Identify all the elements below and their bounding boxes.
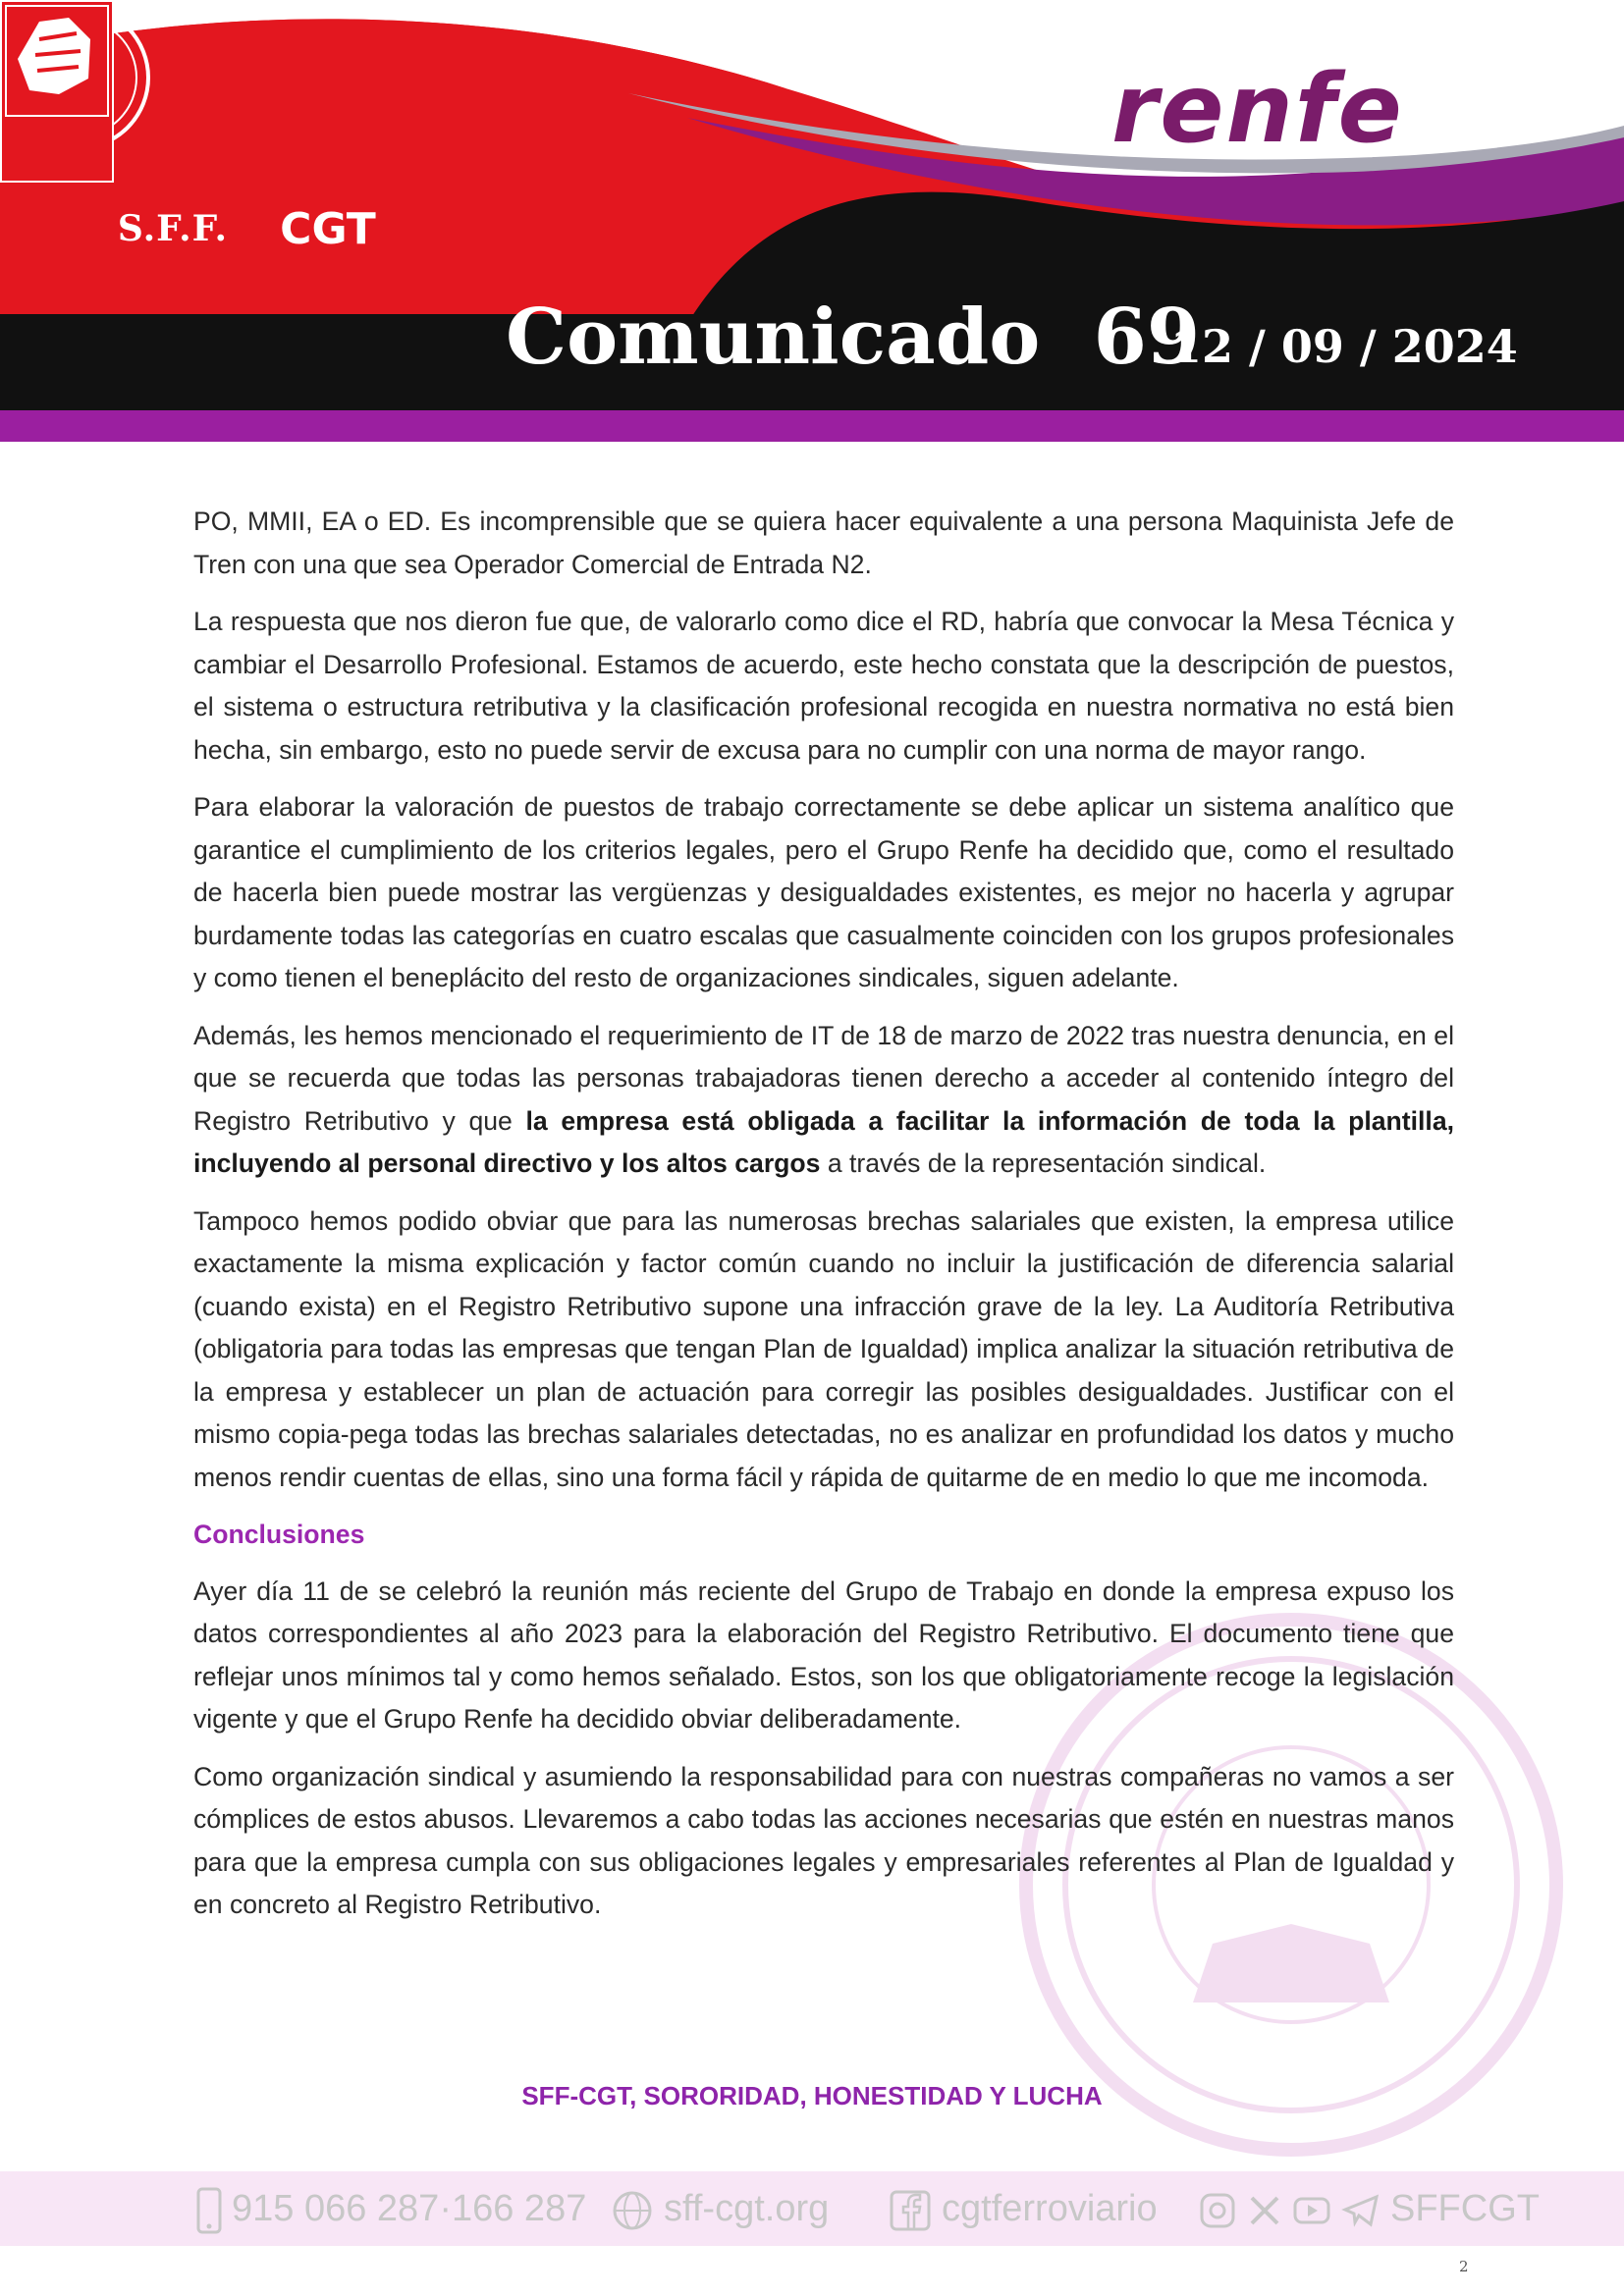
comunicado-number: 69 [1093, 293, 1201, 382]
page-number: 2 [1459, 2258, 1469, 2275]
renfe-logo: renfe [1111, 54, 1404, 164]
globe-icon [611, 2189, 654, 2232]
paragraph: La respuesta que nos dieron fue que, de valorarlo como dice el RD, habría que convocar la Mesa Técnica y cambiar el Desarrollo Profesional. Estamos de acuerdo, este hecho constata que la descripción de puestos, el sistema o estructura retributiva y la clasificación profesional recogida en nuestra normativa no está bien hecha, sin embargo, esto no puede servir de excusa para no cumplir con una norma de mayor rango. [193, 607, 1454, 765]
instagram-icon [1198, 2191, 1237, 2230]
document-body [193, 501, 1454, 1942]
paragraph-text: Además, les hemos mencionado el requerimiento de IT de 18 de marzo de 2022 tras nuestra denuncia, en el que se recuerda que todas las personas trabajadoras tienen derecho a acceder al contenido íntegro del Registro Retributivo y que [193, 1020, 1454, 1136]
paragraph: Ayer día 11 de se celebró la reunión más reciente del Grupo de Trabajo en donde la empresa expuso los datos correspondientes al año 2023 para la elaboración del Registro Retributivo. El documento tiene que reflejar unos mínimos tal y como hemos señalado. Estos, son los que obligatoriamente recoge la legislación vigente y que el Grupo Renfe ha decidido obviar deliberadamente. [193, 1575, 1454, 1734]
paragraph: Tampoco hemos podido obviar que para las numerosas brechas salariales que existen, la empresa utilice exactamente la misma explicación y factor común cuando no incluir la justificación de diferencia salarial (cuando exista) en el Registro Retributivo supone una infracción grave de la ley. La Auditoría Retributiva (obligatoria para todas las empresas que tengan Plan de Igualdad) implica analizar la situación retributiva de la empresa y establecer un plan de actuación para corregir las posibles desigualdades. Justificar con el mismo copia-pega todas las brechas salariales detectadas, no es analizar en profundidad los datos y mucho menos rendir cuentas de ellas, sino una forma fácil y rápida de quitarme de en medio lo que me incomoda. [193, 1205, 1454, 1492]
sff-logo-text: S.F.F. [117, 208, 229, 249]
comunicado-label: Comunicado [506, 293, 1041, 382]
cgt-logo-text: CGT [280, 204, 376, 254]
telegram-icon [1341, 2193, 1380, 2228]
conclusions-heading: Conclusiones [193, 1520, 365, 1549]
footer-facebook[interactable]: cgtferroviario [889, 2183, 1158, 2234]
cgt-logo [0, 0, 114, 183]
paragraph: Como organización sindical y asumiendo la responsabilidad para con nuestras compañeras no vamos a ser cómplices de estos abusos. Llevaremos a cabo todas las acciones necesarias que estén en nuestras manos para que la empresa cumpla con sus obligaciones legales y empresariales referentes al Plan de Igualdad y en concreto al Registro Retributivo. [193, 1761, 1454, 1919]
phone-icon [196, 2187, 222, 2234]
facebook-icon [889, 2189, 932, 2232]
footer-contact-bar [0, 2171, 1624, 2246]
footer-phone: 915 066 287·166 287 [196, 2183, 586, 2234]
footer-social[interactable]: SFFCGT [1198, 2183, 1540, 2234]
slogan: SFF-CGT, SORORIDAD, HONESTIDAD Y LUCHA [521, 2081, 1103, 2110]
footer-web[interactable]: sff-cgt.org [611, 2183, 829, 2234]
document-date: 12 / 09 / 2024 [1170, 320, 1518, 373]
x-icon [1247, 2193, 1282, 2228]
paragraph-bold-text: la empresa está obligada a facilitar la información de toda la plantilla, incluyendo al personal directivo y los altos cargos [193, 1105, 1454, 1178]
paragraph: PO, MMII, EA o ED. Es incomprensible que se quiera hacer equivalente a una persona Maquinista Jefe de Tren con una que sea Operador Comercial de Entrada N2. [193, 507, 1454, 579]
header-banner [0, 0, 1624, 442]
paragraph-text: a través de la representación sindical. [820, 1148, 1267, 1178]
paragraph [193, 1015, 1454, 1186]
youtube-icon [1292, 2193, 1331, 2228]
paragraph: Para elaborar la valoración de puestos de trabajo correctamente se debe aplicar un sistema analítico que garantice el cumplimiento de los criterios legales, pero el Grupo Renfe ha decidido que, como el resultado de hacerla bien puede mostrar las vergüenzas y desigualdades existentes, es mejor no hacerla y agrupar burdamente todas las categorías en cuatro escalas que casualmente coinciden con los grupos profesionales y como tienen el beneplácito del resto de organizaciones sindicales, siguen adelante. [193, 792, 1454, 992]
document-title [506, 293, 1200, 382]
